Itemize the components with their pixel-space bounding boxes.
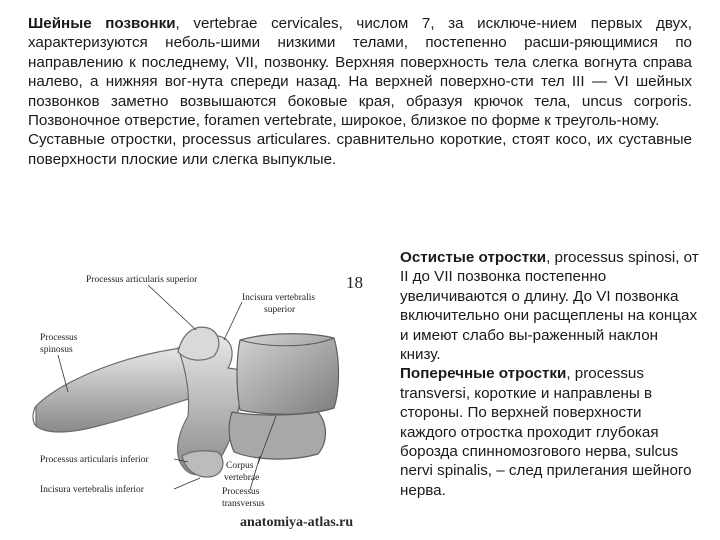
- paragraph-articular-processes: [28, 130, 692, 169]
- figure-number: 18: [346, 273, 363, 292]
- heading-spinous-processes: Остистые отростки: [400, 249, 547, 266]
- label-incisura-superior-1: Incisura vertebralis: [242, 293, 316, 303]
- top-text-block: [28, 14, 692, 169]
- label-corpus-2: vertebrae: [224, 473, 260, 483]
- heading-cervical-vertebrae: Шейные позвонки: [28, 15, 176, 32]
- label-corpus-1: Corpus: [226, 461, 254, 471]
- text-transverse-processes: , processus transversi, короткие и направлены в стороны. По верхней поверхности каждого отростка проходит глубокая борозда спинномозгового нерва, sulcus nervi spinalis, – след прилегания шейного нерва.: [400, 365, 692, 499]
- label-spinosus-1: Processus: [40, 333, 78, 343]
- label-transversus-1: Processus: [222, 487, 260, 497]
- heading-transverse-processes: Поперечные отростки: [400, 365, 567, 383]
- text-spinous-processes: , processus spinosi, от II до VII позвонка постепенно увеличиваются о длину. До VI позвонка включительно они расщеплены на концах и имеют слабо вы-раженный наклон книзу.: [400, 249, 699, 364]
- text-articular-processes: Суставные отростки, processus articulares. сравнительно короткие, стоят косо, их суставные поверхности плоские или слегка выпуклые.: [28, 131, 692, 168]
- vertebra-illustration: [28, 266, 390, 532]
- label-incisura-inferior: Incisura vertebralis inferior: [40, 485, 144, 495]
- paragraph-cervical-vertebrae: [28, 14, 692, 130]
- label-incisura-superior-2: superior: [264, 305, 296, 315]
- right-text-block: [400, 248, 700, 500]
- label-transversus-2: transversus: [222, 499, 265, 509]
- label-articular-superior: Processus articularis superior: [86, 275, 198, 285]
- watermark: anatomiya-atlas.ru: [240, 515, 354, 530]
- label-spinosus-2: spinosus: [40, 345, 73, 355]
- transverse-process-shape: [229, 412, 325, 459]
- paragraph-transverse-processes: [400, 364, 700, 500]
- text-cervical-vertebrae: , vertebrae cervicales, числом 7, за исключе-нием первых двух, характеризуются неболь-шими низкими телами, постепенно расши-ряющимися по направлению к последнему, VII, позвонку. Верхняя поверхность тела слегка вогнута справа налево, а нижняя вог-нута спереди назад. На верхней поверхно-сти тел III — VI шейных позвонков заметно возвышаются боковые края, образуя крючок тела, uncus corporis. Позвоночное отверстие, foramen vertebrate, широкое, близкое по форме к треуголь-ному.: [28, 15, 692, 130]
- vertebra-drawing: [28, 266, 390, 532]
- paragraph-spinous-processes: [400, 248, 700, 364]
- label-articular-inferior: Processus articularis inferior: [40, 455, 149, 465]
